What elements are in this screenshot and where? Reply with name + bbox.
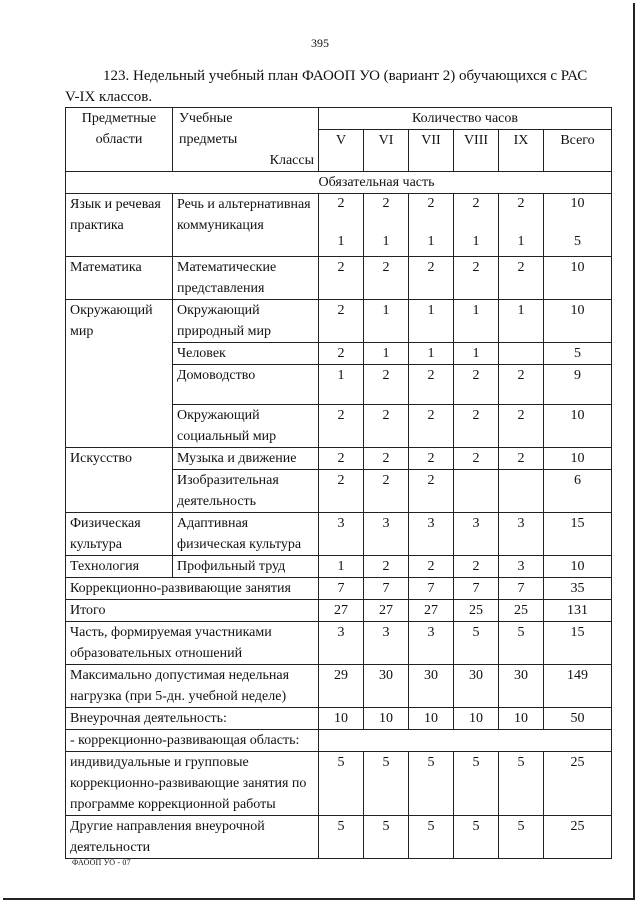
value-cell: 10 <box>544 405 612 448</box>
curriculum-table <box>65 107 612 859</box>
table-row <box>66 730 612 752</box>
value-cell: 2 <box>319 300 364 343</box>
table-row <box>66 300 612 343</box>
row-label: Максимально допустимая недельная нагрузка (при 5-дн. учебной неделе) <box>66 665 319 708</box>
value-cell: 5 <box>409 752 454 816</box>
value-cell: 2 <box>454 448 499 470</box>
value-bottom: 5 <box>574 234 582 249</box>
subject-cell: Домоводство <box>173 365 319 405</box>
value-cell: 2 <box>454 405 499 448</box>
value-cell: 10 <box>499 708 544 730</box>
value-top: 2 <box>517 196 525 211</box>
subject-cell: Окружающий социальный мир <box>173 405 319 448</box>
value-cell <box>499 194 544 257</box>
value-cell: 3 <box>319 513 364 556</box>
value-cell: 3 <box>364 513 409 556</box>
value-cell: 5 <box>499 622 544 665</box>
value-cell: 3 <box>409 622 454 665</box>
value-cell: 2 <box>319 405 364 448</box>
value-bottom: 1 <box>517 234 525 249</box>
value-cell: 27 <box>364 600 409 622</box>
grade-ix: IX <box>499 130 544 172</box>
grade-vi: VI <box>364 130 409 172</box>
table-row <box>66 622 612 665</box>
value-cell: 5 <box>454 752 499 816</box>
value-top: 2 <box>337 196 345 211</box>
value-cell: 2 <box>499 365 544 405</box>
value-cell: 5 <box>499 816 544 859</box>
value-cell: 2 <box>319 343 364 365</box>
value-cell: 2 <box>499 448 544 470</box>
value-cell: 2 <box>319 448 364 470</box>
value-cell: 2 <box>409 448 454 470</box>
value-cell: 2 <box>409 365 454 405</box>
value-cell: 6 <box>544 470 612 513</box>
value-cell: 1 <box>409 300 454 343</box>
value-cell: 1 <box>364 300 409 343</box>
value-cell <box>454 194 499 257</box>
value-cell: 1 <box>499 300 544 343</box>
value-cell: 10 <box>409 708 454 730</box>
value-cell: 3 <box>454 513 499 556</box>
value-cell: 7 <box>364 578 409 600</box>
mandatory-label: Обязательная часть <box>319 172 612 194</box>
row-label: - коррекционно-развивающая область: <box>66 730 319 752</box>
page-number: 395 <box>311 36 329 50</box>
value-cell: 2 <box>364 405 409 448</box>
area-cell: Окружающий мир <box>66 300 173 448</box>
row-label: Коррекционно-развивающие занятия <box>66 578 319 600</box>
value-cell: 1 <box>319 556 364 578</box>
value-cell: 10 <box>544 257 612 300</box>
value-cell: 10 <box>454 708 499 730</box>
value-cell: 9 <box>544 365 612 405</box>
subject-cell: Музыка и движение <box>173 448 319 470</box>
table-row <box>66 752 612 816</box>
area-cell: Физическая культура <box>66 513 173 556</box>
header-areas: Предметные области <box>66 108 173 172</box>
footer-code: ФАООП УО - 07 <box>72 858 131 867</box>
value-cell: 2 <box>409 556 454 578</box>
grade-v: V <box>319 130 364 172</box>
value-cell: 2 <box>364 556 409 578</box>
value-cell: 10 <box>364 708 409 730</box>
table-row <box>66 665 612 708</box>
value-cell: 1 <box>409 343 454 365</box>
value-cell: 2 <box>454 365 499 405</box>
header-subjects: Учебные предметы <box>179 111 238 147</box>
value-cell: 3 <box>319 622 364 665</box>
value-cell: 2 <box>364 448 409 470</box>
row-label: Внеурочная деятельность: <box>66 708 319 730</box>
value-cell <box>364 194 409 257</box>
value-cell: 2 <box>409 257 454 300</box>
area-cell: Язык и речевая практика <box>66 194 173 257</box>
value-cell: 7 <box>454 578 499 600</box>
table-row <box>66 578 612 600</box>
value-cell: 2 <box>409 470 454 513</box>
value-cell: 5 <box>319 752 364 816</box>
value-cell: 30 <box>364 665 409 708</box>
value-cell: 2 <box>364 470 409 513</box>
subject-cell: Изобразительная деятельность <box>173 470 319 513</box>
grade-total: Всего <box>544 130 612 172</box>
value-cell: 35 <box>544 578 612 600</box>
value-cell: 30 <box>409 665 454 708</box>
value-cell: 25 <box>499 600 544 622</box>
area-cell: Технология <box>66 556 173 578</box>
subject-cell: Окружающий природный мир <box>173 300 319 343</box>
mandatory-spacer <box>66 172 319 194</box>
value-cell: 2 <box>319 257 364 300</box>
value-top: 10 <box>570 196 585 211</box>
table-row <box>66 257 612 300</box>
value-bottom: 1 <box>472 234 480 249</box>
table-row <box>66 708 612 730</box>
value-cell: 149 <box>544 665 612 708</box>
subject-cell: Математические представления <box>173 257 319 300</box>
value-cell: 10 <box>544 300 612 343</box>
value-cell: 5 <box>319 816 364 859</box>
table-row <box>66 513 612 556</box>
area-cell: Математика <box>66 257 173 300</box>
value-cell: 2 <box>499 405 544 448</box>
table-row <box>66 600 612 622</box>
value-cell <box>499 470 544 513</box>
value-cell: 131 <box>544 600 612 622</box>
value-cell <box>409 194 454 257</box>
value-cell: 1 <box>454 343 499 365</box>
value-cell: 3 <box>499 556 544 578</box>
grade-vii: VII <box>409 130 454 172</box>
value-cell: 1 <box>454 300 499 343</box>
header-hours: Количество часов <box>319 108 612 130</box>
value-cell: 10 <box>319 708 364 730</box>
value-cell: 25 <box>544 752 612 816</box>
empty-cell <box>319 730 612 752</box>
row-label: Другие направления внеурочной деятельности <box>66 816 319 859</box>
subject-cell: Человек <box>173 343 319 365</box>
value-cell: 10 <box>544 556 612 578</box>
heading-line-2: V-IX классов. <box>65 89 153 105</box>
row-label: индивидуальные и групповые коррекционно-развивающие занятия по программе коррекционной работы <box>66 752 319 816</box>
value-cell: 29 <box>319 665 364 708</box>
value-cell: 5 <box>364 816 409 859</box>
value-cell: 50 <box>544 708 612 730</box>
table-row <box>66 556 612 578</box>
value-cell <box>499 343 544 365</box>
value-cell: 15 <box>544 622 612 665</box>
value-cell: 27 <box>409 600 454 622</box>
subject-cell: Речь и альтернативная коммуникация <box>173 194 319 257</box>
header-classes: Классы <box>269 153 314 168</box>
value-cell: 2 <box>454 257 499 300</box>
value-cell: 27 <box>319 600 364 622</box>
value-cell: 7 <box>319 578 364 600</box>
heading-line-1: 123. Недельный учебный план ФАООП УО (вариант 2) обучающихся с РАС <box>103 68 588 84</box>
value-cell: 2 <box>364 257 409 300</box>
value-cell: 5 <box>454 816 499 859</box>
value-cell: 3 <box>409 513 454 556</box>
area-cell: Искусство <box>66 448 173 513</box>
value-top: 2 <box>472 196 480 211</box>
plan-heading <box>65 66 610 108</box>
value-cell <box>454 470 499 513</box>
table-row <box>66 194 612 257</box>
subject-cell: Профильный труд <box>173 556 319 578</box>
value-cell: 7 <box>499 578 544 600</box>
value-cell: 3 <box>499 513 544 556</box>
value-cell: 25 <box>544 816 612 859</box>
grade-viii: VIII <box>454 130 499 172</box>
value-cell <box>544 194 612 257</box>
value-cell: 5 <box>409 816 454 859</box>
row-label: Итого <box>66 600 319 622</box>
value-cell: 5 <box>364 752 409 816</box>
value-bottom: 1 <box>382 234 390 249</box>
header-subjects-cell <box>173 108 319 172</box>
value-top: 2 <box>382 196 390 211</box>
value-cell: 3 <box>364 622 409 665</box>
table-row <box>66 816 612 859</box>
value-cell: 2 <box>364 365 409 405</box>
table-row <box>66 448 612 470</box>
value-cell: 1 <box>364 343 409 365</box>
value-cell: 30 <box>454 665 499 708</box>
row-label: Часть, формируемая участниками образовательных отношений <box>66 622 319 665</box>
value-cell: 7 <box>409 578 454 600</box>
value-cell: 10 <box>544 448 612 470</box>
value-cell: 30 <box>499 665 544 708</box>
value-bottom: 1 <box>427 234 435 249</box>
value-cell: 15 <box>544 513 612 556</box>
value-cell: 2 <box>409 405 454 448</box>
value-cell: 5 <box>544 343 612 365</box>
value-cell <box>319 194 364 257</box>
value-top: 2 <box>427 196 435 211</box>
value-cell: 25 <box>454 600 499 622</box>
value-bottom: 1 <box>337 234 345 249</box>
subject-cell: Адаптивная физическая культура <box>173 513 319 556</box>
value-cell: 5 <box>499 752 544 816</box>
value-cell: 2 <box>319 470 364 513</box>
value-cell: 2 <box>454 556 499 578</box>
value-cell: 2 <box>499 257 544 300</box>
value-cell: 5 <box>454 622 499 665</box>
value-cell: 1 <box>319 365 364 405</box>
